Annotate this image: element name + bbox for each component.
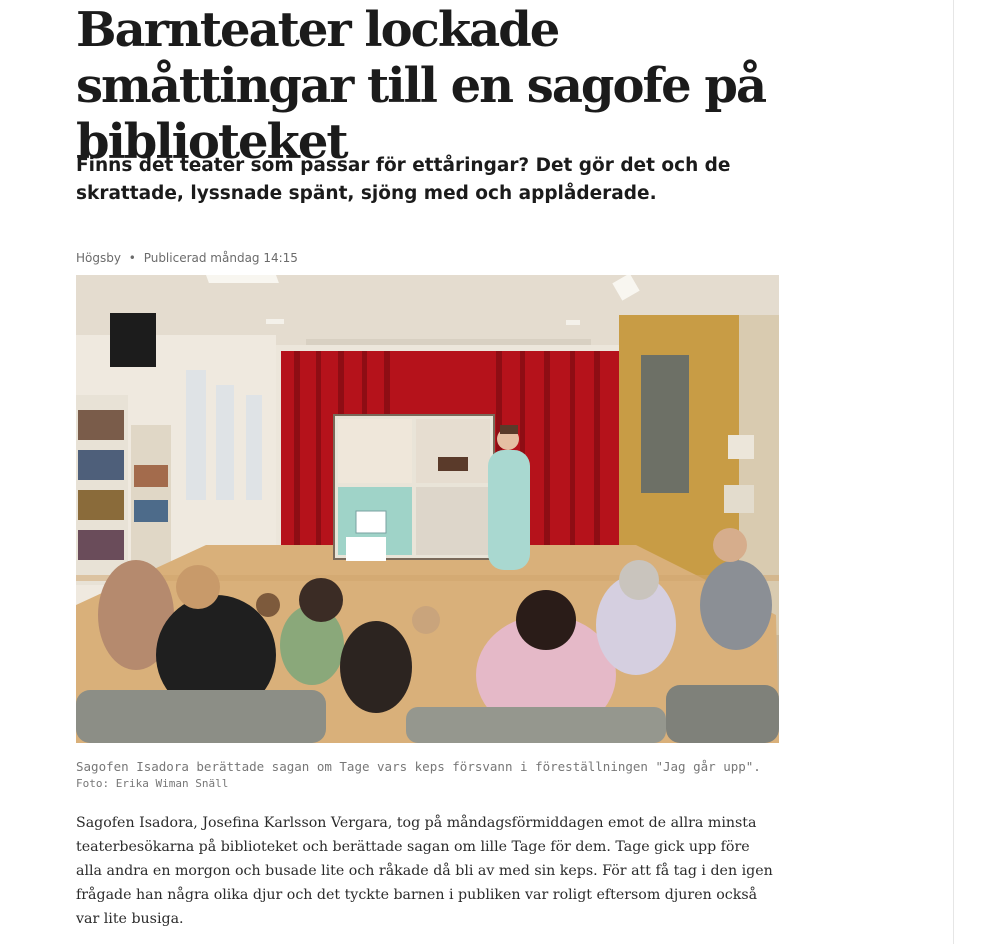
photo-credit: Foto: Erika Wiman Snäll bbox=[76, 777, 229, 790]
page-divider bbox=[953, 0, 954, 944]
article-photo[interactable] bbox=[76, 275, 779, 743]
article-body: Sagofen Isadora, Josefina Karlsson Vergara, tog på måndagsförmiddagen emot de allra minsta teaterbesökarna på biblioteket och berättade sagan om lille Tage för dem. Tage gick upp före alla andra en morgon och busade lite och råkade då bli av med sin keps. För att få tag i den igen frågade han några olika djur och det tyckte barnen i publiken var roligt eftersom djuren också var lite busiga. bbox=[76, 815, 773, 927]
photo-caption: Sagofen Isadora berättade sagan om Tage vars keps försvann i föreställningen "Jag går upp". bbox=[76, 759, 761, 774]
article-meta bbox=[76, 250, 298, 266]
published-time: Publicerad måndag 14:15 bbox=[143, 251, 298, 265]
lead-paragraph: Finns det teater som passar för ettåringar? Det gör det och de skrattade, lyssnade spänt, sjöng med och applåderade. bbox=[76, 155, 731, 204]
meta-separator: • bbox=[128, 251, 136, 265]
headline: Barnteater lockade småttingar till en sagofe på biblioteket bbox=[76, 2, 766, 170]
photo-illustration bbox=[76, 275, 779, 743]
location-label: Högsby bbox=[76, 251, 121, 265]
